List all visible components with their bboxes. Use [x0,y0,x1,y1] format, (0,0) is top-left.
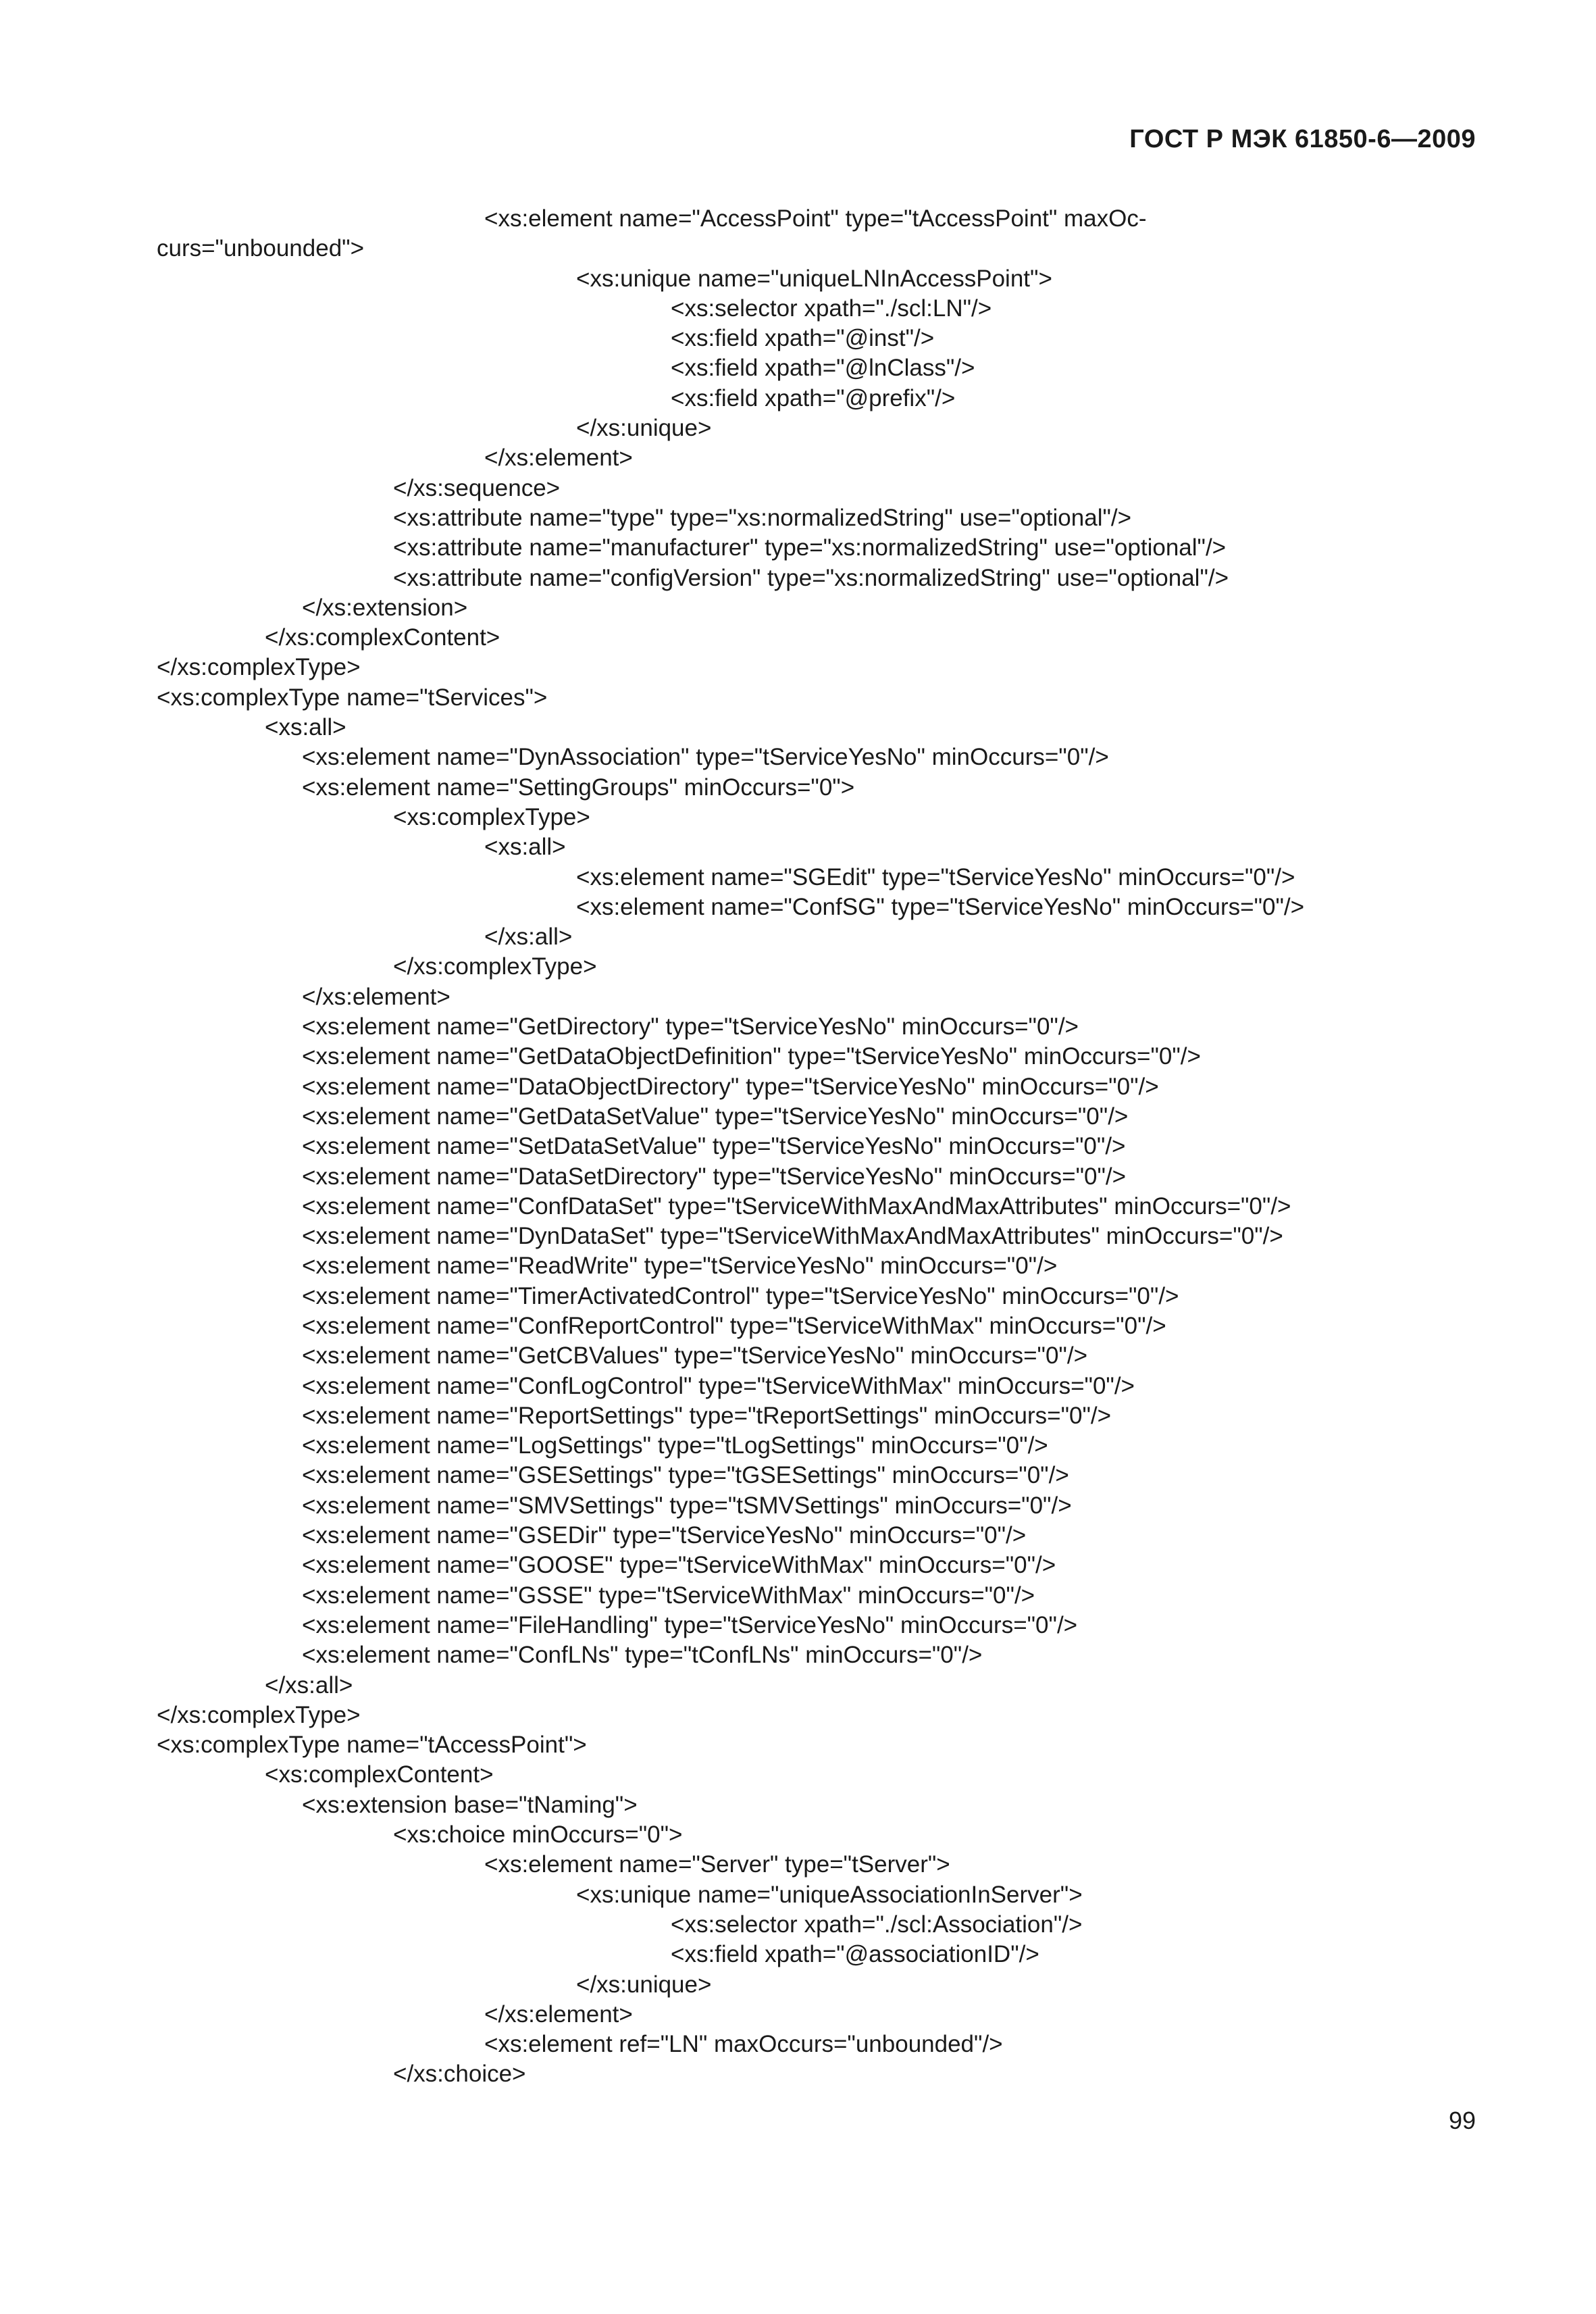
code-line: <xs:selector xpath="./scl:Association"/> [671,1911,1083,1938]
code-line: <xs:choice minOccurs="0"> [393,1821,683,1848]
code-line: </xs:unique> [576,1971,712,1998]
code-line: <xs:element name="SMVSettings" type="tSMVSettings" minOccurs="0"/> [302,1492,1072,1519]
code-line: <xs:element name="DataSetDirectory" type="tServiceYesNo" minOccurs="0"/> [302,1163,1127,1190]
code-line: <xs:attribute name="type" type="xs:normalizedString" use="optional"/> [393,504,1132,531]
code-line: <xs:element name="SetDataSetValue" type="tServiceYesNo" minOccurs="0"/> [302,1133,1126,1160]
code-line: </xs:extension> [302,594,468,621]
code-line: </xs:complexType> [393,953,597,980]
code-line: <xs:element name="GSSE" type="tServiceWithMax" minOccurs="0"/> [302,1582,1035,1609]
code-line: </xs:choice> [393,2061,526,2088]
code-line: <xs:element name="FileHandling" type="tServiceYesNo" minOccurs="0"/> [302,1611,1078,1638]
code-line: </xs:element> [302,983,451,1010]
code-line: <xs:element name="GetDataSetValue" type="tServiceYesNo" minOccurs="0"/> [302,1103,1129,1130]
code-line: <xs:element name="SGEdit" type="tServiceYesNo" minOccurs="0"/> [576,863,1295,890]
code-line: <xs:element name="DynDataSet" type="tServiceWithMaxAndMaxAttributes" minOccurs="0"/> [302,1223,1283,1250]
code-line: <xs:element name="Server" type="tServer"> [484,1851,950,1878]
code-line: <xs:element name="ReadWrite" type="tServiceYesNo" minOccurs="0"/> [302,1253,1058,1280]
code-line: <xs:element ref="LN" maxOccurs="unbounded"/> [484,2031,1003,2058]
code-line: <xs:element name="LogSettings" type="tLogSettings" minOccurs="0"/> [302,1432,1048,1459]
code-line: </xs:element> [484,2001,633,2028]
page-header-standard-id: ГОСТ Р МЭК 61850-6—2009 [1129,125,1476,153]
code-line: </xs:complexContent> [265,624,500,651]
code-line: <xs:field xpath="@prefix"/> [671,384,956,411]
xml-schema-listing [0,204,1596,2090]
code-line: <xs:element name="GetDirectory" type="tServiceYesNo" minOccurs="0"/> [302,1013,1079,1040]
code-line: <xs:unique name="uniqueAssociationInServer"> [576,1881,1083,1908]
code-line: </xs:all> [484,924,573,951]
code-line: <xs:element name="ReportSettings" type="tReportSettings" minOccurs="0"/> [302,1402,1112,1429]
code-line: </xs:unique> [576,415,712,442]
code-line: <xs:element name="ConfSG" type="tServiceYesNo" minOccurs="0"/> [576,893,1305,920]
code-line: </xs:all> [265,1671,353,1699]
code-line: curs="unbounded"> [157,235,365,262]
code-line: <xs:attribute name="manufacturer" type="xs:normalizedString" use="optional"/> [393,534,1227,561]
code-line: <xs:complexType name="tServices"> [157,684,548,711]
code-line: <xs:element name="GSESettings" type="tGSESettings" minOccurs="0"/> [302,1462,1069,1489]
code-line: <xs:all> [484,834,566,861]
code-line: <xs:element name="GetDataObjectDefinition" type="tServiceYesNo" minOccurs="0"/> [302,1043,1201,1070]
code-line: <xs:element name="SettingGroups" minOccurs="0"> [302,774,855,801]
code-line: </xs:sequence> [393,474,561,501]
code-line: <xs:element name="GSEDir" type="tServiceYesNo" minOccurs="0"/> [302,1522,1027,1549]
code-line: <xs:element name="AccessPoint" type="tAccessPoint" maxOc- [484,205,1147,232]
code-line: <xs:selector xpath="./scl:LN"/> [671,295,992,322]
code-line: <xs:complexType> [393,803,590,830]
code-line: <xs:field xpath="@inst"/> [671,325,935,352]
code-line: <xs:element name="DataObjectDirectory" type="tServiceYesNo" minOccurs="0"/> [302,1073,1159,1100]
code-line: <xs:complexContent> [265,1761,494,1788]
code-line: <xs:element name="ConfDataSet" type="tServiceWithMaxAndMaxAttributes" minOccurs="0"/> [302,1192,1291,1219]
code-line: <xs:element name="TimerActivatedControl" type="tServiceYesNo" minOccurs="0"/> [302,1282,1179,1309]
code-line: <xs:extension base="tNaming"> [302,1791,638,1818]
code-line: <xs:field xpath="@associationID"/> [671,1941,1039,1968]
code-line: <xs:unique name="uniqueLNInAccessPoint"> [576,265,1052,292]
code-line: <xs:field xpath="@lnClass"/> [671,355,975,382]
code-line: <xs:attribute name="configVersion" type="xs:normalizedString" use="optional"/> [393,564,1229,591]
code-line: <xs:element name="ConfLogControl" type="tServiceWithMax" minOccurs="0"/> [302,1372,1135,1399]
code-line: <xs:all> [265,714,346,741]
code-line: <xs:element name="DynAssociation" type="tServiceYesNo" minOccurs="0"/> [302,744,1109,771]
code-line: <xs:complexType name="tAccessPoint"> [157,1732,587,1759]
code-line: <xs:element name="ConfLNs" type="tConfLNs" minOccurs="0"/> [302,1642,983,1669]
code-line: </xs:element> [484,445,633,472]
code-line: <xs:element name="GetCBValues" type="tServiceYesNo" minOccurs="0"/> [302,1342,1088,1369]
code-line: </xs:complexType> [157,1701,361,1728]
page-number: 99 [1448,2107,1476,2134]
code-line: <xs:element name="ConfReportControl" type="tServiceWithMax" minOccurs="0"/> [302,1312,1166,1339]
code-line: </xs:complexType> [157,654,361,681]
code-line: <xs:element name="GOOSE" type="tServiceWithMax" minOccurs="0"/> [302,1552,1056,1579]
